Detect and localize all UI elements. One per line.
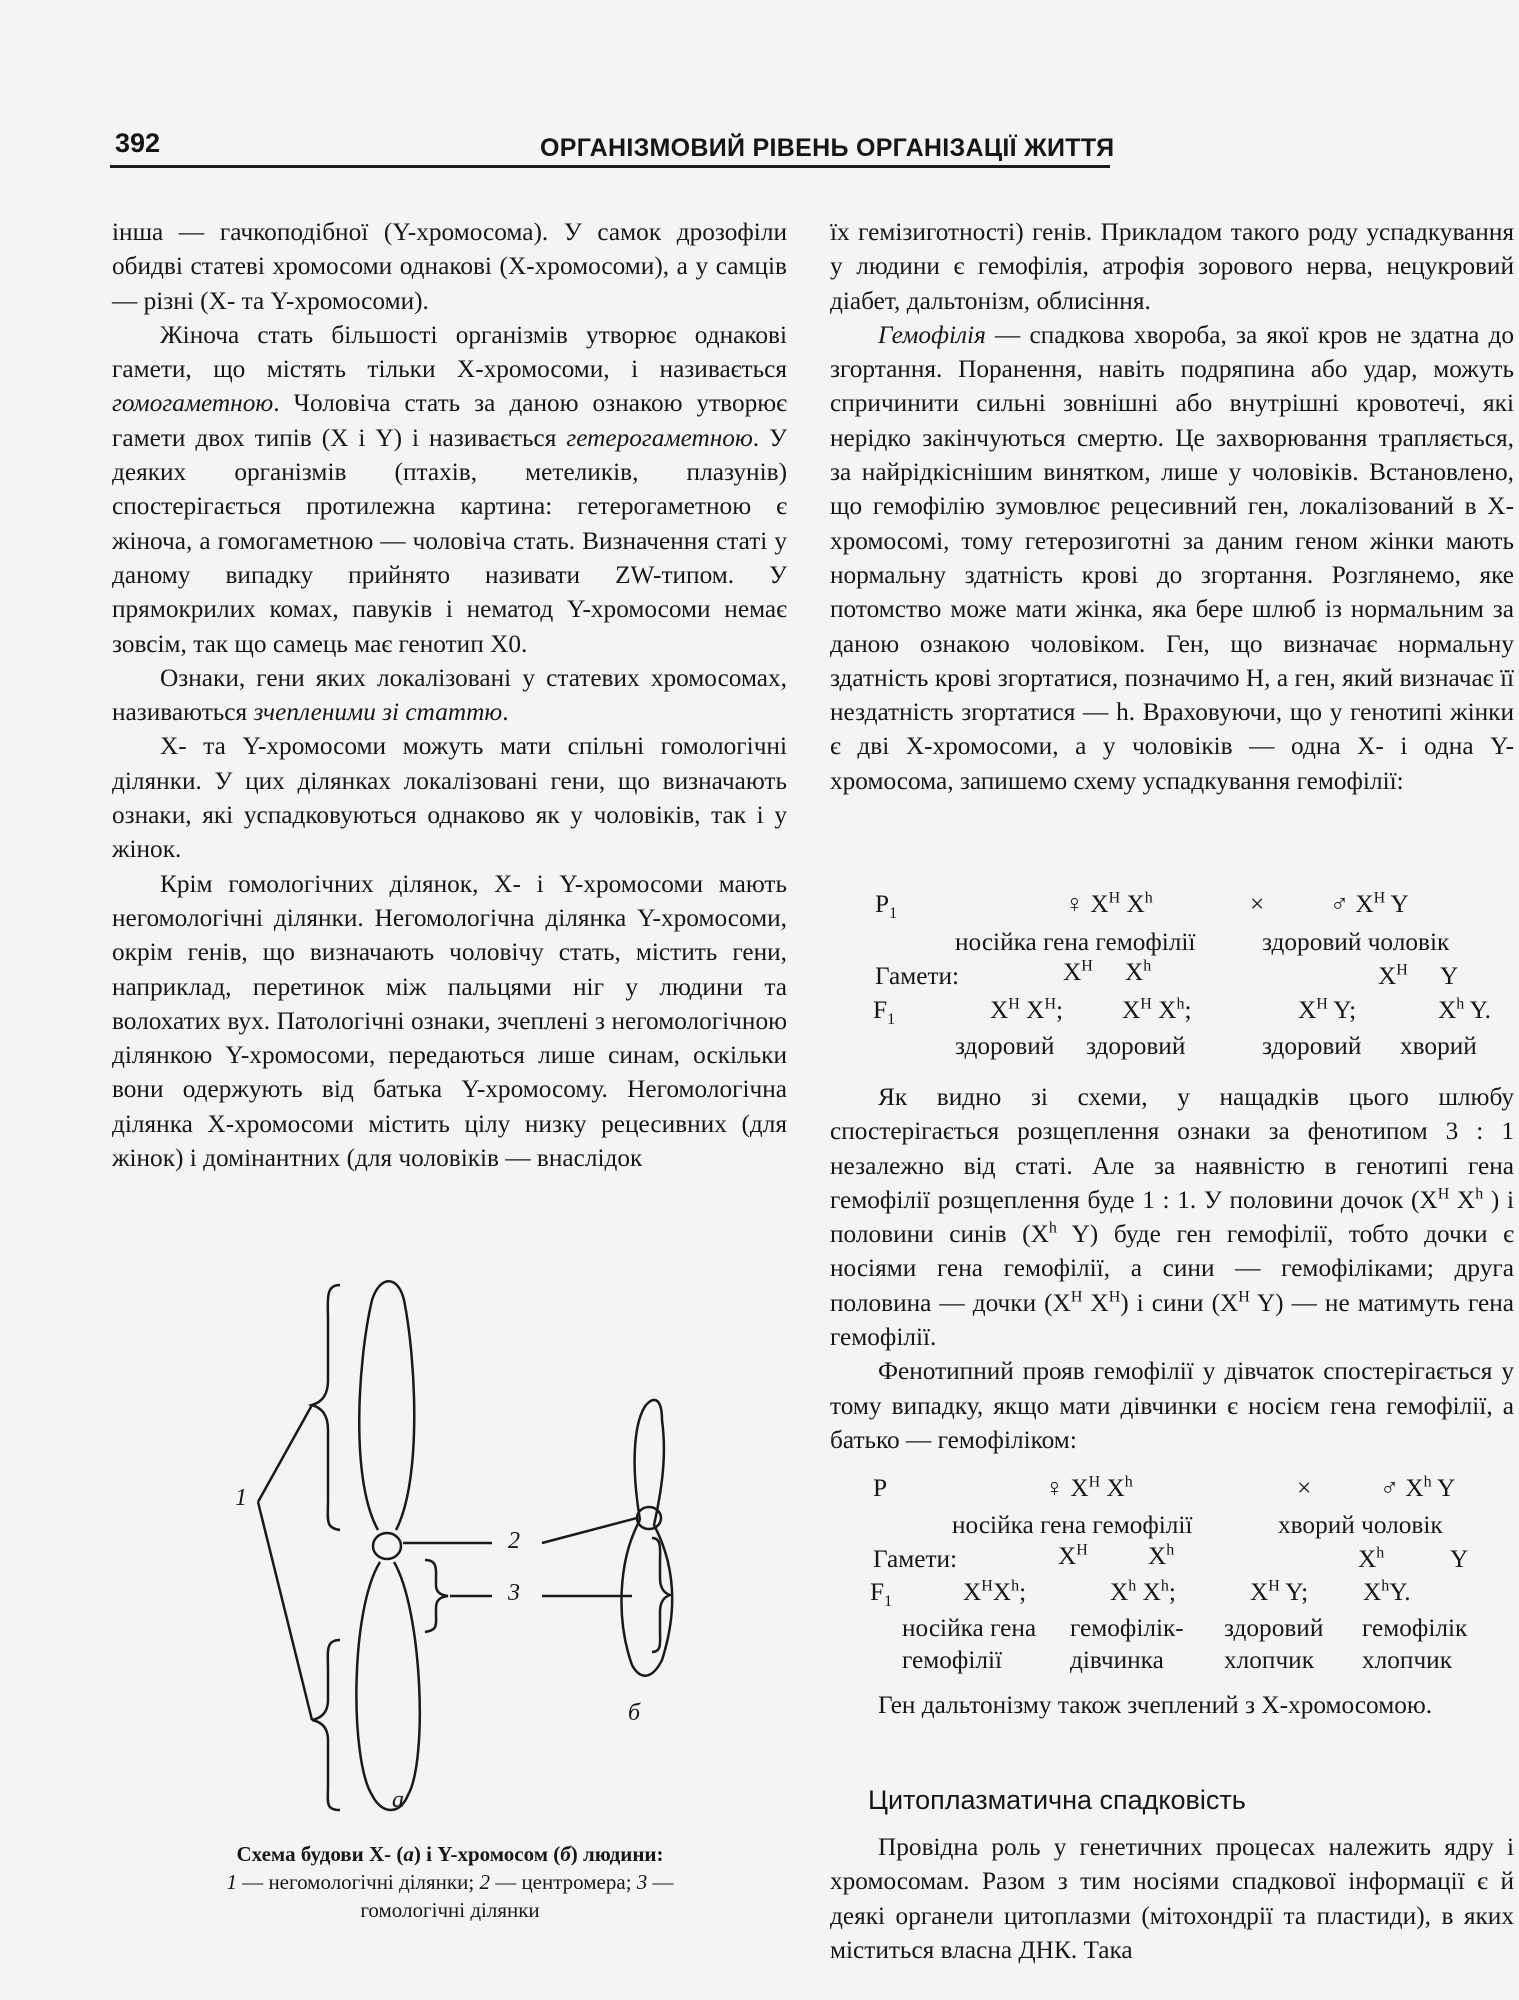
text-run: Ознаки, гени яких локалізовані у статевих хромосомах, називаються <box>112 663 787 727</box>
male-symbol: ♂ <box>1380 1474 1399 1502</box>
scheme2-desc-3b: хлопчик <box>1224 1646 1315 1674</box>
text-run: X <box>992 1578 1012 1606</box>
female-symbol: ♀ <box>1065 890 1084 918</box>
text-run: X <box>1449 1185 1476 1214</box>
text-run: Як видно зі схеми, у нащадків цього шлюбу спостерігається розщеплення ознаки за фенотипом 3 : 1 незалежно від статі. Але за наявністю в генотипі гена гемофілії розщеплення буде 1 : 1. У половини дочок (X <box>830 1083 1514 1214</box>
text-run: ) людини: <box>570 1842 664 1866</box>
scheme2-desc-2b: дівчинка <box>1070 1646 1164 1674</box>
text-run: h <box>1423 1473 1432 1491</box>
scheme1-offspring-2 <box>1122 996 1191 1025</box>
text-run: X <box>1122 996 1141 1024</box>
scheme1-gamete-2 <box>1125 958 1151 987</box>
text-run: ) і Y-хромосом ( <box>413 1842 561 1866</box>
text-run: h <box>1128 1577 1137 1595</box>
scheme1-female-desc: носійка гена гемофілії <box>955 928 1196 956</box>
text-run: Y; <box>1327 996 1357 1024</box>
text-run: H <box>981 1577 993 1595</box>
scheme1-offspring-1 <box>990 996 1063 1025</box>
scheme1-male-desc: здоровий чоловік <box>1262 928 1450 956</box>
right-paragraph-2 <box>830 318 1514 798</box>
text-run: а <box>403 1842 414 1866</box>
figure-label-1: 1 <box>235 1485 247 1511</box>
brace-lower <box>312 1640 340 1810</box>
scheme1-p <box>875 890 898 923</box>
text-run: h <box>1381 1577 1390 1595</box>
term-heterogametic: гетерогаметною <box>566 423 753 452</box>
text-run: X <box>1126 890 1145 918</box>
figure-label-2: 2 <box>508 1528 520 1554</box>
scheme1-gamete-1 <box>1063 958 1093 987</box>
figure-caption-legend <box>180 1868 720 1924</box>
scheme2-male <box>1380 1474 1455 1503</box>
header-rule <box>110 165 1110 168</box>
right-paragraph-6-wrapper <box>830 1830 1514 1967</box>
text-run: h <box>1011 1577 1020 1595</box>
text-run: 2 <box>479 1870 490 1894</box>
scheme2-offspring-4 <box>1363 1578 1411 1607</box>
scheme1-offspring-3 <box>1298 996 1356 1025</box>
scheme1-f1 <box>873 996 896 1029</box>
scheme2-female-desc: носійка гена гемофілії <box>952 1511 1193 1539</box>
text-run: ; <box>1019 1578 1027 1606</box>
text-run: F <box>873 996 888 1024</box>
text-run: H <box>1044 995 1057 1013</box>
text-run: H <box>1108 1288 1121 1306</box>
text-run: б <box>560 1842 571 1866</box>
text-run: X <box>1438 996 1457 1024</box>
x-centromere <box>373 1533 401 1559</box>
text-run: X <box>1125 958 1144 986</box>
brace-mid <box>425 1560 448 1632</box>
text-run: H <box>1140 995 1152 1013</box>
section-title: Цитоплазматична спадковість <box>868 1785 1246 1815</box>
leader-line-2-right <box>542 1518 637 1543</box>
text-run: Y) буде ген гемофілії, тобто дочки є носіями гена гемофілії, а сини — гемофіліками; друга половина — дочки (X <box>830 1220 1514 1317</box>
text-run: ; <box>1056 996 1064 1024</box>
page-number: 392 <box>115 128 161 158</box>
text-run: ; <box>1184 996 1192 1024</box>
scheme2-desc-3a: здоровий <box>1224 1614 1324 1642</box>
text-run: X <box>1026 996 1045 1024</box>
text-run: X <box>1158 996 1177 1024</box>
text-run: Y <box>1436 1474 1456 1502</box>
text-run: F <box>870 1578 885 1606</box>
right-column <box>830 215 1514 798</box>
text-run: X <box>1142 1578 1161 1606</box>
scheme1-gametes-label: Гамети: <box>875 962 960 990</box>
text-run: X <box>1363 1578 1382 1606</box>
text-run: Y. <box>1389 1578 1411 1606</box>
text-run: H <box>1070 1288 1083 1306</box>
text-run: . Чоловіча стать за даною ознакою утворює гамети двох типів (X і Y) і називається <box>112 389 787 452</box>
text-run: X <box>1082 1288 1109 1317</box>
x-chromosome-lower-arm <box>356 1562 419 1810</box>
figure-caption-title <box>180 1840 720 1868</box>
text-run: h <box>1376 1544 1385 1562</box>
scheme1-desc-4: хворий <box>1400 1032 1477 1060</box>
text-run: H <box>1268 1577 1280 1595</box>
text-run: X <box>1070 1474 1089 1502</box>
text-run: H <box>1238 1288 1250 1306</box>
scheme2-desc-4a: гемофілік <box>1362 1614 1468 1642</box>
scheme1-offspring-4 <box>1438 996 1491 1025</box>
text-run: 1 <box>887 1011 896 1029</box>
text-run: H <box>1088 1473 1101 1491</box>
left-paragraph-5: Крім гомологічних ділянок, X- і Y-хромосоми мають негомологічні ділянки. Негомологічна ділянка Y-хромосоми, окрім генів, що визначають чоловічу стать, містить гени, наприклад, перетинок між пальцями ніг у людини та волохатих вух. Патологічні ознаки, зчеплені з негомологічною ділянкою Y-хромосоми, передаються лише синам, оскільки вони одержують від батька Y-хромосому. Негомологічна ділянка X-хромосоми містить цілу низку рецесивних (для жінок) і домінантних (для чоловіків — внаслідок <box>112 869 787 1173</box>
text-run: Y <box>1390 890 1409 918</box>
text-run: X <box>1405 1474 1424 1502</box>
text-run: X <box>1063 958 1082 986</box>
text-run: h <box>1143 957 1152 975</box>
scheme2-offspring-1 <box>963 1578 1026 1607</box>
text-run: H <box>1437 1185 1450 1203</box>
figure-label-b: б <box>628 1700 641 1726</box>
text-run: X <box>1106 1474 1125 1502</box>
left-column <box>112 215 787 1175</box>
female-symbol: ♀ <box>1045 1474 1064 1502</box>
text-run: X <box>1355 890 1374 918</box>
scheme2-cross: × <box>1297 1474 1312 1502</box>
text-run: X <box>1090 890 1109 918</box>
text-run: h <box>1144 889 1153 907</box>
text-run: h <box>1456 995 1465 1013</box>
text-run: Y) — не матимуть гена гемофілії. <box>830 1288 1515 1352</box>
text-run: H <box>1081 957 1093 975</box>
text-run: h <box>1176 995 1185 1013</box>
figure-label-3: 3 <box>508 1580 520 1606</box>
text-run: h <box>1166 1541 1175 1559</box>
text-run: H <box>1076 1541 1088 1559</box>
text-run: X <box>1058 1542 1077 1570</box>
text-run: 3 <box>636 1870 648 1894</box>
scheme2-desc-2a: гемофілік- <box>1070 1614 1184 1642</box>
term-sex-linked: зчепленими зі статтю <box>253 698 503 727</box>
scheme2-p: P <box>873 1474 888 1502</box>
text-run: — негомологічні ділянки; <box>236 1870 480 1894</box>
text-run: 1 <box>226 1870 237 1894</box>
text-run: H <box>1396 961 1408 979</box>
text-run: P <box>875 890 890 918</box>
right-paragraph-3 <box>830 1080 1514 1354</box>
x-chromosome-upper-arm <box>359 1281 414 1530</box>
figure-caption <box>180 1840 720 1924</box>
scheme2-gamete-1 <box>1058 1542 1088 1571</box>
term-homogametic: гомогаметною <box>112 389 274 418</box>
leader-line-1-upper <box>258 1405 312 1502</box>
text-run: h <box>1160 1577 1169 1595</box>
figure-label-a: а <box>392 1787 404 1813</box>
right-paragraph-1: їх гемізиготності) генів. Прикладом такого роду успадкування у людини є гемофілія, атрофія зорового нерва, нецукровий діабет, дальтонізм, облисіння. <box>830 218 1514 315</box>
text-run: — спадкова хвороба, за якої кров не здатна до згортання. Поранення, навіть подряпина або удар, можуть спричинити сильні зовнішні або внутрішні кровотечі, які нерідко закінчуються смертю. Це захворювання трапляється, за найрідкіснішим винятком, лише у чоловіків. Встановлено, що гемофілію зумовлює рецесивний ген, локалізований в X-хромосомі, тому гетерозиготні за даним геном жінки мають нормальну здатність крові до згортання. Розглянемо, яке потомство може мати жінка, яка бере шлюб із нормальним за даною ознакою чоловіком. Ген, що визначає нормальну здатність крові згортатися, позначимо H, а ген, який визначає її нездатність згортатися — h. Враховуючи, що у генотипі жінки є дві X-хромосоми, а у чоловіків — одна X- і одна Y-хромосома, запишемо схему успадкування гемофілії: <box>830 320 1514 795</box>
brace-upper <box>312 1285 340 1530</box>
text-run: X <box>1148 1542 1167 1570</box>
text-run: Схема будови X- ( <box>236 1842 404 1866</box>
left-paragraph-4: X- та Y-хромосоми можуть мати спільні гомологічні ділянки. У цих ділянках локалізовані гени, що визначають ознаки, які успадковуються однаково як у чоловіків, так і у жінок. <box>112 732 787 864</box>
scheme2-f1 <box>870 1578 893 1611</box>
scheme2-gametes-label: Гамети: <box>873 1545 958 1573</box>
right-paragraph-5: Ген дальтонізму також зчеплений з X-хромосомою. <box>878 1691 1433 1719</box>
text-run: 1 <box>889 905 898 923</box>
scheme2-female <box>1045 1474 1133 1503</box>
text-run: ) і сини (X <box>1120 1288 1239 1317</box>
chromosome-figure <box>200 1280 720 1820</box>
scheme2-gamete-3 <box>1358 1545 1384 1574</box>
scheme2-desc-4b: хлопчик <box>1362 1646 1453 1674</box>
text-run: X <box>1298 996 1317 1024</box>
leader-line-1-lower <box>258 1502 312 1720</box>
text-run: h <box>1475 1185 1484 1203</box>
text-run: H <box>1108 889 1121 907</box>
term-hemophilia: Гемофілія <box>878 320 986 349</box>
right-paragraph-6: Провідна роль у генетичних процесах належить ядру і хромосомам. Разом з тим носіями спадкової інформації є й деякі органели цитоплазми (мітохондрії та пластиди), в яких міститься власна ДНК. Така <box>830 1833 1514 1964</box>
left-paragraph-1: інша — гачкоподібної (Y-хромосома). У самок дрозофіли обидві статеві хромосоми однакові (X-хромосоми), а у самців — різні (X- та Y-хромосоми). <box>112 218 787 315</box>
scheme1-female <box>1065 890 1153 919</box>
text-run: X <box>1358 1545 1377 1573</box>
text-run: X <box>990 996 1009 1024</box>
text-run: ; <box>1168 1578 1176 1606</box>
text-run: 1 <box>884 1593 893 1611</box>
text-run: X <box>963 1578 982 1606</box>
running-title: ОРГАНІЗМОВИЙ РІВЕНЬ ОРГАНІЗАЦІЇ ЖИТТЯ <box>540 134 1115 162</box>
left-paragraph-2 <box>112 318 787 661</box>
right-paragraph-4: Фенотипний прояв гемофілії у дівчаток спостерігається у тому випадку, якщо мати дівчинки є носієм гена гемофілії, а батько — гемофіліком: <box>830 1357 1514 1454</box>
left-paragraph-3 <box>112 661 787 730</box>
text-run: . У деяких організмів (птахів, метеликів, плазунів) спостерігається протилежна картина: гетерогаметною є жіноча, а гомогаметною — чоловіча стать. Визначення статі у даному випадку прийнято називати ZW-типом. У прямокрилих комах, павуків і нематод Y-хромосоми немає зовсім, так що самець має генотип X0. <box>112 423 787 658</box>
text-run: X <box>1250 1578 1269 1606</box>
scheme2-offspring-2 <box>1110 1578 1176 1607</box>
text-run: Жіноча стать більшості організмів утворює однакові гамети, що містять тільки X-хромосоми, і називається <box>112 320 787 384</box>
text-run: H <box>1316 995 1328 1013</box>
scheme1-gamete-3 <box>1378 962 1408 991</box>
text-run: H <box>1373 889 1386 907</box>
scheme2-desc-1a: носійка гена <box>902 1614 1037 1642</box>
scheme2-gamete-2 <box>1148 1542 1174 1571</box>
text-run: X <box>1378 962 1397 990</box>
scheme2-offspring-3 <box>1250 1578 1308 1607</box>
scheme2-gamete-4: Y <box>1450 1545 1469 1573</box>
text-run: — центромера; <box>489 1870 637 1894</box>
y-chromosome-body <box>622 1400 673 1676</box>
scheme1-gamete-4: Y <box>1440 962 1459 990</box>
text-run: . <box>502 698 509 727</box>
text-run: H <box>1008 995 1020 1013</box>
text-run: h <box>1048 1219 1057 1237</box>
right-paragraph-5-wrapper <box>830 1688 1514 1722</box>
male-symbol: ♂ <box>1330 890 1349 918</box>
text-run: — гомологічні ділянки <box>360 1870 674 1922</box>
scheme1-male <box>1330 890 1409 919</box>
scheme1-desc-3: здоровий <box>1262 1032 1362 1060</box>
text-run: X <box>1110 1578 1129 1606</box>
scheme1-desc-1: здоровий <box>955 1032 1055 1060</box>
text-run: Y. <box>1464 996 1491 1024</box>
scheme2-male-desc: хворий чоловік <box>1278 1511 1443 1539</box>
text-run: h <box>1124 1473 1133 1491</box>
scheme1-desc-2: здоровий <box>1086 1032 1186 1060</box>
scheme2-desc-1b: гемофілії <box>902 1646 1003 1674</box>
text-run: ) і половини синів (X <box>830 1185 1514 1249</box>
scheme1-cross: × <box>1250 890 1265 918</box>
right-paragraph-3-wrapper <box>830 1080 1514 1457</box>
text-run: Y; <box>1279 1578 1309 1606</box>
